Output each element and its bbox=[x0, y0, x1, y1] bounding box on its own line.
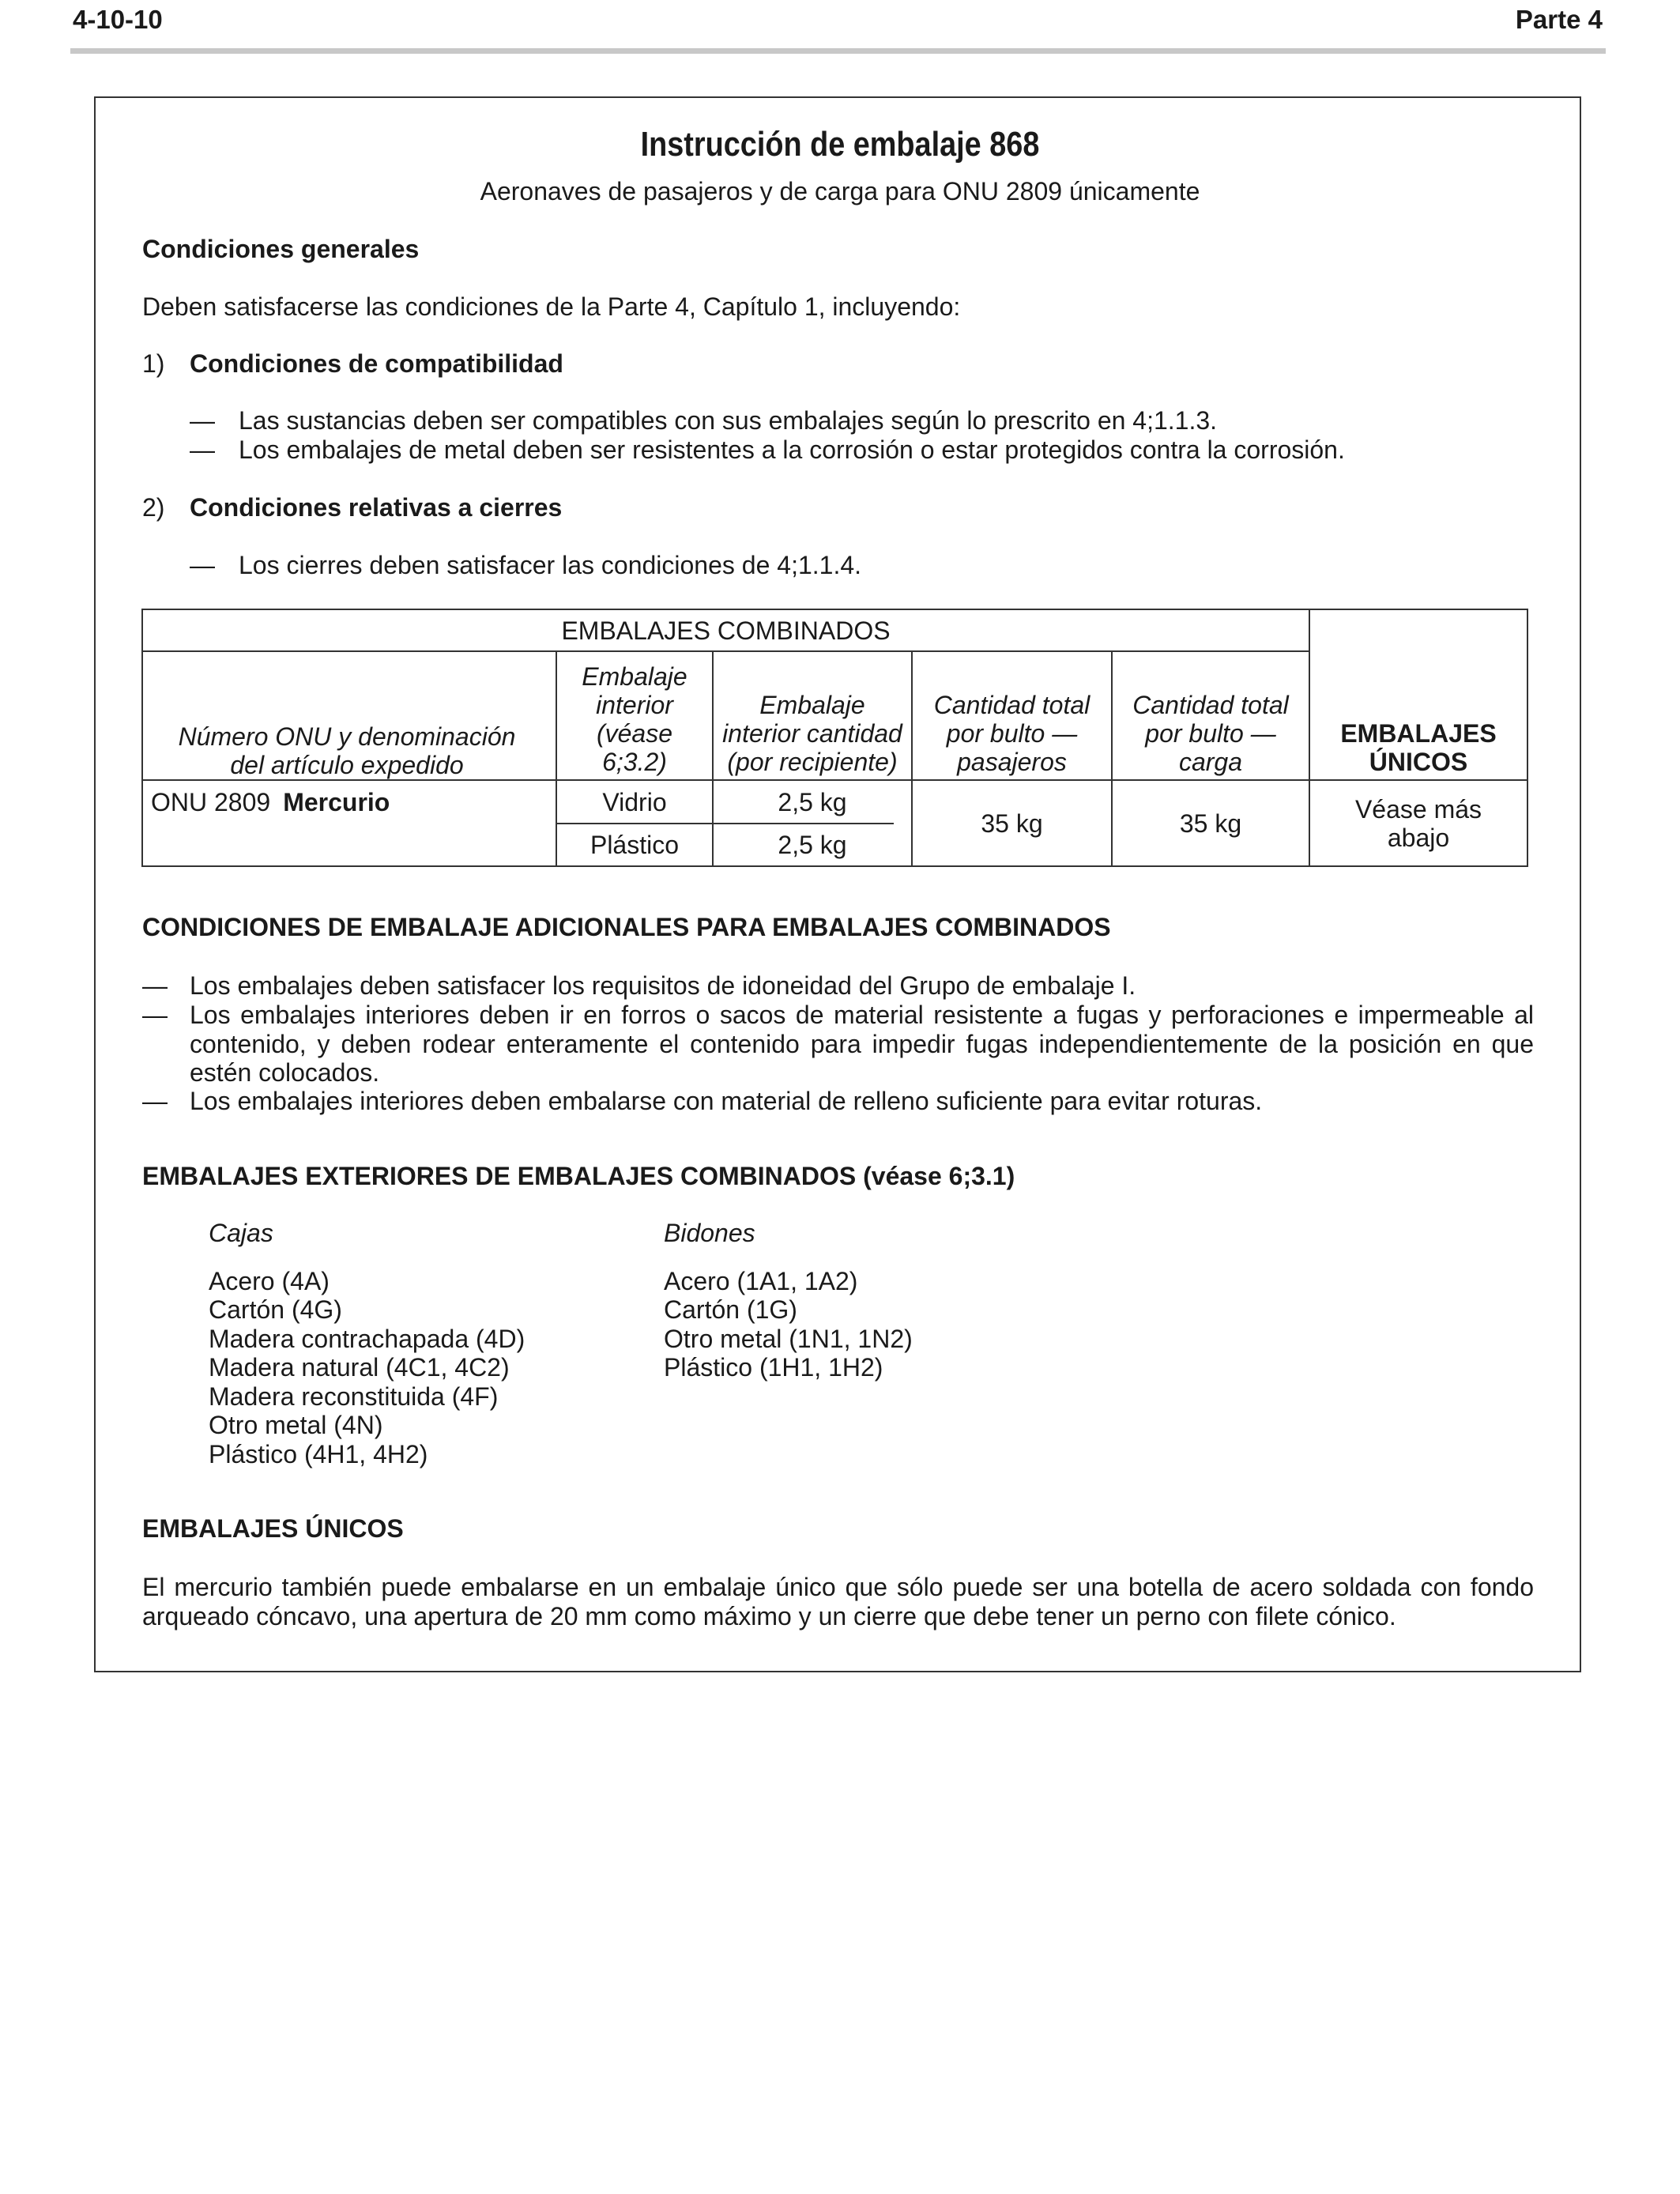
drums-column bbox=[664, 1219, 913, 1382]
dash-bullet: — bbox=[142, 1087, 168, 1115]
page-title: Instrucción de embalaje 868 bbox=[640, 125, 1040, 164]
dash-bullet: — bbox=[190, 435, 215, 464]
page-number: 4-10-10 bbox=[73, 5, 163, 34]
list-item: Cartón (1G) bbox=[664, 1295, 797, 1324]
dash-bullet: — bbox=[190, 406, 215, 435]
col-header-single-packaging: EMBALAJES ÚNICOS bbox=[1340, 719, 1497, 776]
list-item-text: Los embalajes interiores deben ir en forros o sacos de material resistente a fugas y perforaciones e impermeable al contenido, y deben rodear enteramente el contenido para impedir fugas independientemente de la posición en que estén colocados. bbox=[190, 1001, 1534, 1087]
un-number: ONU 2809 bbox=[151, 787, 271, 816]
additional-heading: CONDICIONES DE EMBALAJE ADICIONALES PARA EMBALAJES COMBINADOS bbox=[142, 913, 1111, 941]
single-heading: EMBALAJES ÚNICOS bbox=[142, 1514, 404, 1543]
section-1-number: 1) bbox=[142, 349, 165, 378]
dash-bullet: — bbox=[142, 1001, 168, 1029]
section-1-heading: Condiciones de compatibilidad bbox=[190, 349, 563, 378]
inner-material-glass: Vidrio bbox=[602, 787, 667, 816]
drums-label: Bidones bbox=[664, 1219, 755, 1247]
col-header-total-cargo: Cantidad total por bulto — carga bbox=[1132, 691, 1289, 776]
single-text: El mercurio también puede embalarse en un embalaje único que sólo puede ser una botella de acero soldada con fondo arqueado cóncavo, una apertura de 20 mm como máximo y un cierre que debe tener un perno con filete cónico. bbox=[142, 1573, 1534, 1630]
dash-bullet: — bbox=[142, 971, 168, 1000]
list-item-text: Los embalajes de metal deben ser resistentes a la corrosión o estar protegidos contra la corrosión. bbox=[239, 435, 1345, 464]
list-item-text: Los embalajes interiores deben embalarse con material de relleno suficiente para evitar roturas. bbox=[190, 1087, 1263, 1115]
un-designation-cell bbox=[143, 781, 554, 823]
list-item: Otro metal (4N) bbox=[209, 1411, 383, 1439]
general-heading: Condiciones generales bbox=[142, 235, 420, 263]
single-packaging-cell: Véase más abajo bbox=[1354, 794, 1482, 852]
list-item: Acero (4A) bbox=[209, 1266, 330, 1295]
substance-name: Mercurio bbox=[283, 787, 390, 816]
list-item: Madera natural (4C1, 4C2) bbox=[209, 1353, 510, 1382]
list-item bbox=[142, 971, 1534, 1001]
inner-quantity-plastic: 2,5 kg bbox=[778, 831, 847, 859]
list-item: Plástico (4H1, 4H2) bbox=[209, 1439, 428, 1468]
page-subtitle: Aeronaves de pasajeros y de carga para ONU 2809 únicamente bbox=[480, 177, 1200, 205]
col-header-inner-quantity: Embalaje interior cantidad (por recipiente) bbox=[722, 691, 902, 776]
list-item: Otro metal (1N1, 1N2) bbox=[664, 1324, 913, 1353]
inner-quantity-glass: 2,5 kg bbox=[778, 787, 847, 816]
col-header-total-passenger: Cantidad total por bulto — pasajeros bbox=[933, 691, 1090, 776]
part-label: Parte 4 bbox=[1515, 5, 1603, 34]
outer-heading: EMBALAJES EXTERIORES DE EMBALAJES COMBINADOS (véase 6;3.1) bbox=[142, 1162, 1015, 1190]
list-item-text: Los embalajes deben satisfacer los requisitos de idoneidad del Grupo de embalaje I. bbox=[190, 971, 1136, 1000]
inner-material-plastic: Plástico bbox=[590, 831, 680, 859]
list-item bbox=[142, 1087, 1534, 1116]
section-2-heading: Condiciones relativas a cierres bbox=[190, 493, 563, 522]
total-passenger-cell: 35 kg bbox=[981, 809, 1043, 838]
col-header-inner-packaging: Embalaje interior (véase 6;3.2) bbox=[582, 662, 687, 776]
boxes-column bbox=[209, 1219, 525, 1468]
header-rule bbox=[70, 48, 1606, 54]
general-intro: Deben satisfacerse las condiciones de la Parte 4, Capítulo 1, incluyendo: bbox=[142, 292, 961, 321]
group-header: EMBALAJES COMBINADOS bbox=[561, 616, 891, 645]
list-item-text: Las sustancias deben ser compatibles con sus embalajes según lo prescrito en 4;1.1.3. bbox=[239, 406, 1218, 435]
boxes-label: Cajas bbox=[209, 1219, 273, 1247]
list-item: Madera contrachapada (4D) bbox=[209, 1324, 525, 1353]
list-item: Madera reconstituida (4F) bbox=[209, 1382, 499, 1411]
col-header-un-number: Número ONU y denominación del artículo expedido bbox=[178, 722, 516, 779]
list-item-text: Los cierres deben satisfacer las condiciones de 4;1.1.4. bbox=[239, 551, 862, 579]
total-cargo-cell: 35 kg bbox=[1179, 809, 1242, 838]
dash-bullet: — bbox=[190, 551, 215, 579]
list-item bbox=[142, 1001, 1534, 1088]
section-2-number: 2) bbox=[142, 493, 165, 522]
list-item: Plástico (1H1, 1H2) bbox=[664, 1353, 883, 1382]
packaging-table bbox=[141, 609, 1528, 867]
list-item: Acero (1A1, 1A2) bbox=[664, 1266, 858, 1295]
list-item: Cartón (4G) bbox=[209, 1295, 342, 1324]
